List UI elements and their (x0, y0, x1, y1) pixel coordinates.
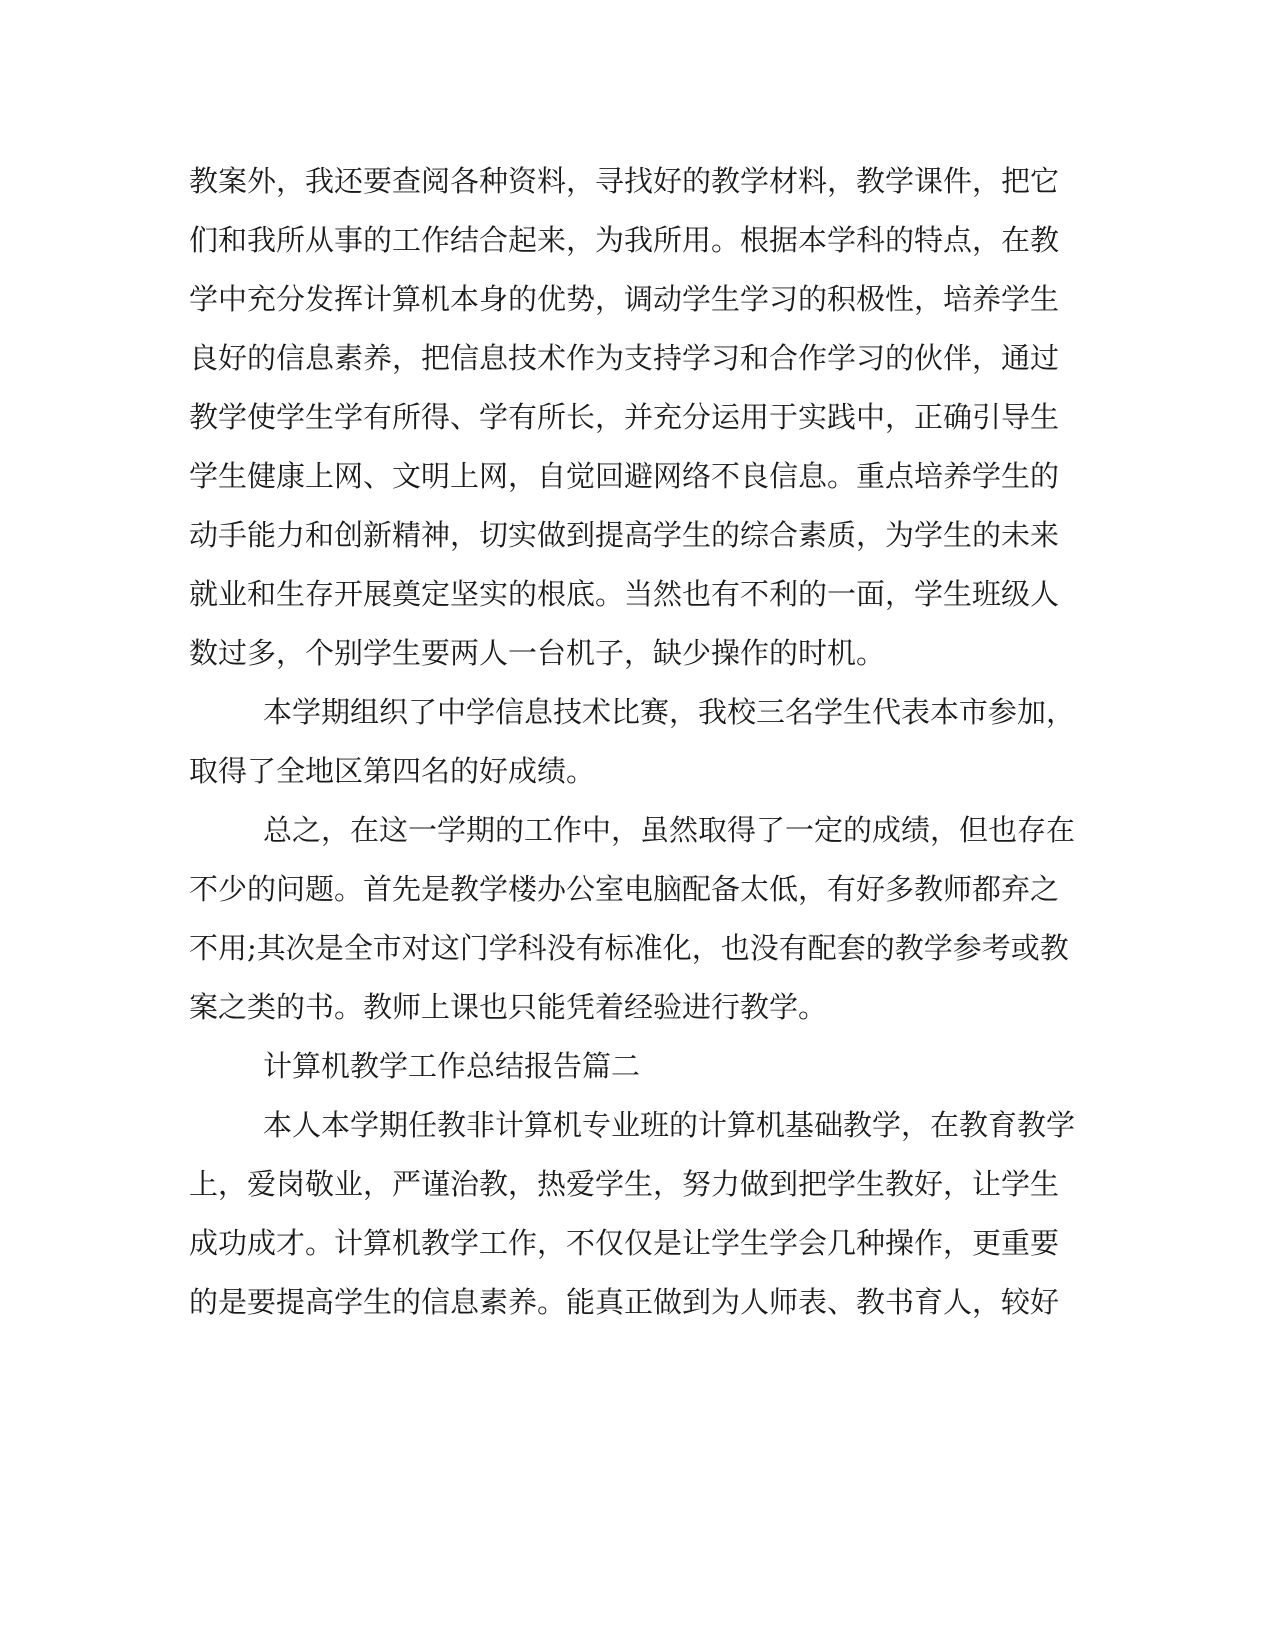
text-line: 教案外，我还要查阅各种资料，寻找好的教学材料，教学课件，把它 (189, 164, 1060, 198)
text-line: 上，爱岗敬业，严谨治教，热爱学生，努力做到把学生教好，让学生 (189, 1167, 1060, 1201)
paragraph-first-line: 本人本学期任教非计算机专业班的计算机基础教学，在教育教学 (263, 1108, 1076, 1142)
paragraph-first-line: 本学期组织了中学信息技术比赛，我校三名学生代表本市参加， (263, 695, 1076, 729)
text-line: 不少的问题。首先是教学楼办公室电脑配备太低，有好多教师都弃之 (189, 872, 1060, 906)
text-line: 学中充分发挥计算机本身的优势，调动学生学习的积极性，培养学生 (189, 282, 1060, 316)
text-line: 就业和生存开展奠定坚实的根底。当然也有不利的一面，学生班级人 (189, 577, 1060, 611)
section-heading: 计算机教学工作总结报告篇二 (263, 1049, 641, 1083)
text-line: 学生健康上网、文明上网，自觉回避网络不良信息。重点培养学生的 (189, 459, 1060, 493)
text-line: 取得了全地区第四名的好成绩。 (189, 754, 596, 788)
text-line: 成功成才。计算机教学工作，不仅仅是让学生学会几种操作，更重要 (189, 1226, 1060, 1260)
text-line: 动手能力和创新精神，切实做到提高学生的综合素质，为学生的未来 (189, 518, 1060, 552)
text-line: 教学使学生学有所得、学有所长，并充分运用于实践中，正确引导生 (189, 400, 1060, 434)
text-line: 良好的信息素养，把信息技术作为支持学习和合作学习的伙伴，通过 (189, 341, 1060, 375)
paragraph-first-line: 总之，在这一学期的工作中，虽然取得了一定的成绩，但也存在 (263, 813, 1076, 847)
text-line: 案之类的书。教师上课也只能凭着经验进行教学。 (189, 990, 828, 1024)
text-line: 的是要提高学生的信息素养。能真正做到为人师表、教书育人，较好 (189, 1285, 1060, 1319)
text-line: 们和我所从事的工作结合起来，为我所用。根据本学科的特点，在教 (189, 223, 1060, 257)
text-line: 不用;其次是全市对这门学科没有标准化，也没有配套的教学参考或教 (189, 931, 1069, 965)
text-line: 数过多，个别学生要两人一台机子，缺少操作的时机。 (189, 636, 886, 670)
